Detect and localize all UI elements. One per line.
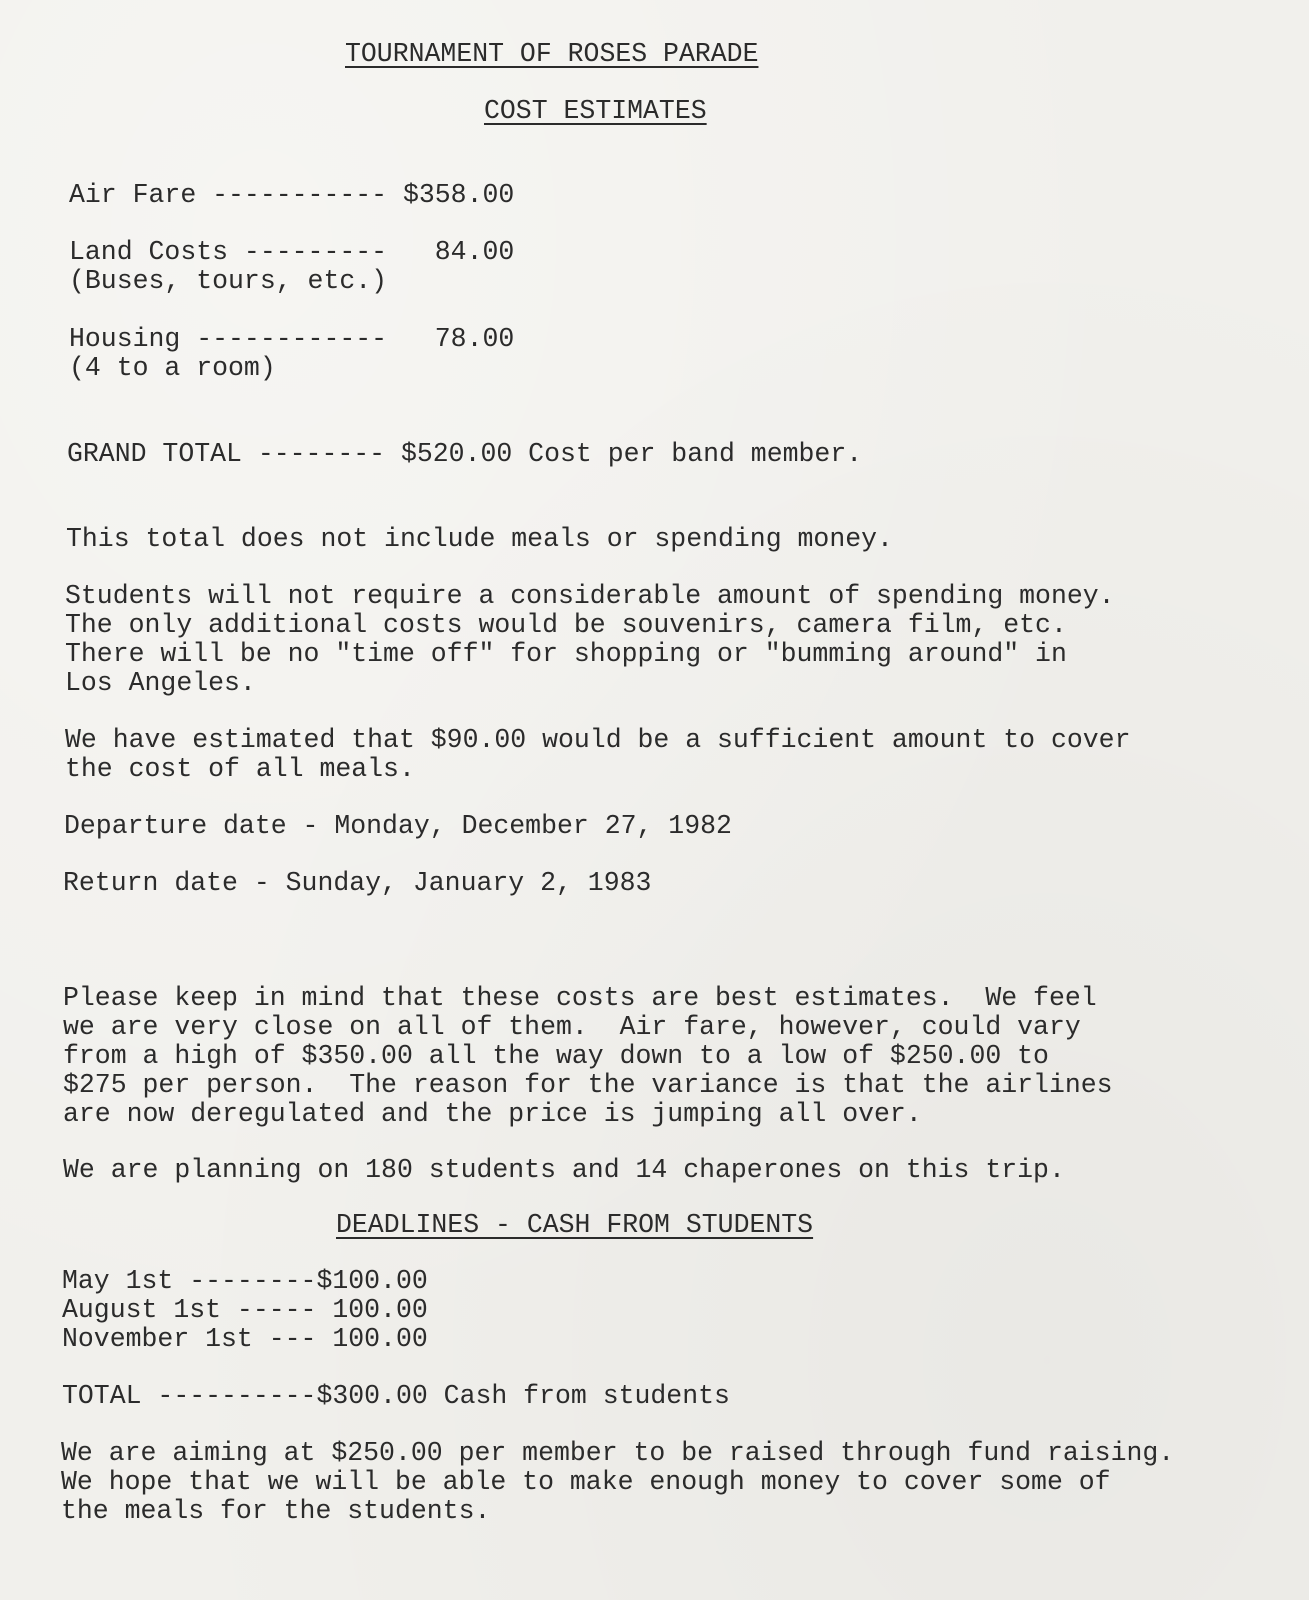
departure-date-line: Departure date - Monday, December 27, 1982	[64, 811, 732, 841]
paragraph-meals-line: We have estimated that $90.00 would be a sufficient amount to cover	[65, 725, 1131, 755]
paragraph-estimates-line: from a high of $350.00 all the way down to a low of $250.00 to	[63, 1041, 1049, 1071]
deadlines-heading: DEADLINES - CASH FROM STUDENTS	[336, 1210, 814, 1240]
paragraph-estimates-line: Please keep in mind that these costs are best estimates. We feel	[63, 983, 1097, 1013]
paragraph-estimates-line: are now deregulated and the price is jumping all over.	[63, 1099, 922, 1129]
paragraph-spending-line: There will be no "time off" for shopping or "bumming around" in	[65, 639, 1067, 669]
cost-note-land-costs: (Buses, tours, etc.)	[69, 266, 388, 296]
closing-paragraph-line: the meals for the students.	[61, 1496, 491, 1526]
paragraph-planning: We are planning on 180 students and 14 chaperones on this trip.	[63, 1155, 1065, 1185]
deadlines-total-line: TOTAL ----------$300.00 Cash from students	[62, 1381, 730, 1411]
paragraph-not-included: This total does not include meals or spending money.	[66, 524, 893, 554]
cost-line-housing: Housing ------------ 78.00	[69, 324, 515, 354]
paragraph-spending-line: Los Angeles.	[65, 668, 256, 698]
paragraph-estimates-line: we are very close on all of them. Air fare, however, could vary	[63, 1012, 1081, 1042]
paragraph-meals-line: the cost of all meals.	[65, 754, 415, 784]
cost-note-housing: (4 to a room)	[69, 353, 276, 383]
deadline-line: November 1st --- 100.00	[62, 1324, 428, 1354]
cost-line-air-fare: Air Fare ----------- $358.00	[69, 180, 515, 210]
document-title: TOURNAMENT OF ROSES PARADE	[345, 39, 759, 69]
grand-total-line: GRAND TOTAL -------- $520.00 Cost per band member.	[67, 439, 863, 469]
closing-paragraph-line: We hope that we will be able to make enough money to cover some of	[61, 1467, 1111, 1497]
cost-line-land-costs: Land Costs --------- 84.00	[69, 237, 515, 267]
paragraph-spending-line: The only additional costs would be souvenirs, camera film, etc.	[65, 610, 1067, 640]
paragraph-spending-line: Students will not require a considerable amount of spending money.	[65, 581, 1115, 611]
document-subtitle: COST ESTIMATES	[484, 96, 707, 126]
paragraph-estimates-line: $275 per person. The reason for the variance is that the airlines	[63, 1070, 1113, 1100]
deadline-line: August 1st ----- 100.00	[62, 1295, 428, 1325]
closing-paragraph-line: We are aiming at $250.00 per member to be raised through fund raising.	[61, 1438, 1175, 1468]
return-date-line: Return date - Sunday, January 2, 1983	[63, 868, 652, 898]
deadline-line: May 1st --------$100.00	[62, 1266, 428, 1296]
